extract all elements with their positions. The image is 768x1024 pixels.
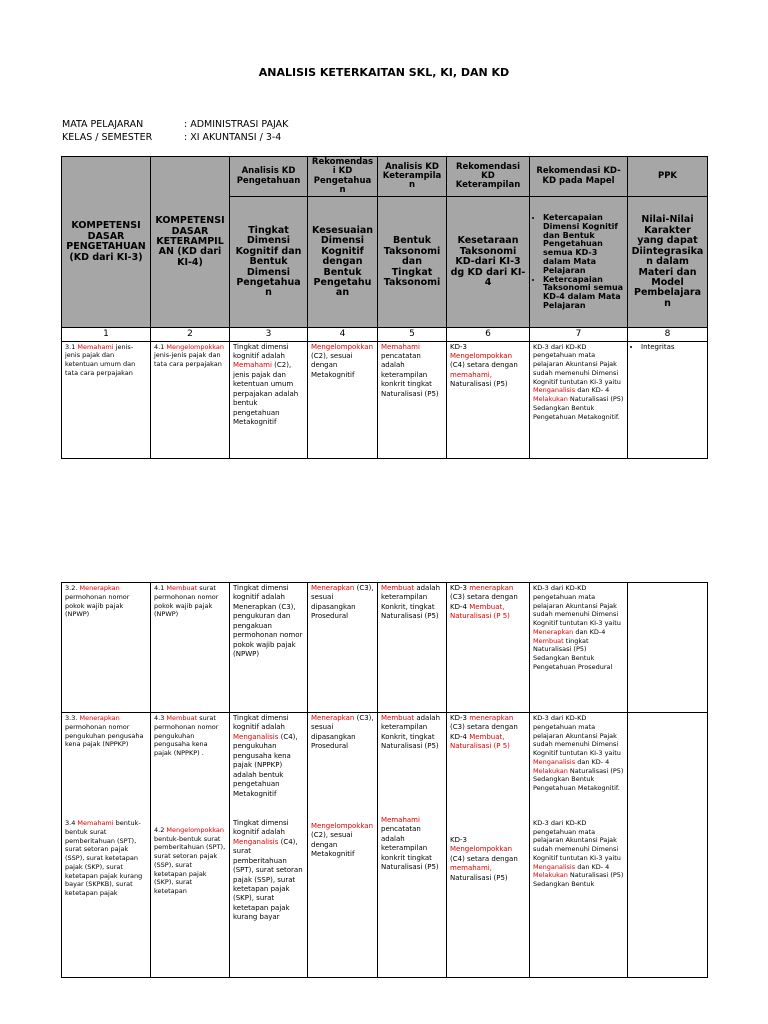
cell-tingkat xyxy=(230,713,308,978)
cell-kesetaraan xyxy=(447,341,530,458)
highlight-verb: Menganalisis xyxy=(533,862,576,871)
cell-rekomendasi xyxy=(530,583,628,713)
cell-text: bentuk-bentuk surat pemberitahuan (SPT), surat setoran pajak (SSP), surat ketetapan pajak (SKP), surat ketetapan xyxy=(154,834,226,896)
table-row xyxy=(62,713,708,978)
cell-rekomendasi-text-b xyxy=(533,819,624,889)
page-title: ANALISIS KETERKAITAN SKL, KI, DAN KD xyxy=(258,66,510,79)
highlight-verb: Mengelompokkan xyxy=(166,825,224,834)
highlight-verb: Membuat xyxy=(381,714,415,722)
highlight-verb: Menganalisis xyxy=(233,732,279,741)
cell-rekomendasi xyxy=(530,341,628,458)
highlight-verb: menerapkan xyxy=(469,714,514,722)
cell-kd3-text xyxy=(65,714,147,749)
highlight-verb: Mengelompokkan xyxy=(311,821,374,830)
header-analisis-kd-pengetahuan: Analisis KD Pengetahuan xyxy=(230,157,308,197)
col-number: 2 xyxy=(151,328,230,341)
header-ppk: PPK xyxy=(628,157,708,197)
highlight-verb: Menerapkan xyxy=(311,584,355,592)
cell-tingkat xyxy=(230,341,308,458)
cell-taksonomi-text xyxy=(381,714,443,752)
cell-text: Naturalisasi (P5) xyxy=(450,380,508,389)
highlight-verb: Menganalisis xyxy=(533,757,576,766)
cell-text: permohonan nomor pengukuhan pengusaha kena pajak (NPPKP) xyxy=(65,722,144,749)
cell-text: (C4), pengukuhan pengusaha kena pajak (NPPKP) adalah bentuk pengetahuan Metakognitif xyxy=(233,732,298,798)
highlight-verb: Membuat xyxy=(166,584,198,592)
header-kd-pengetahuan: KOMPETENSI DASAR PENGETAHUAN (KD dari KI-3) xyxy=(62,157,151,328)
highlight-verb: Mengelompokkan xyxy=(450,845,513,854)
cell-ppk xyxy=(628,341,708,458)
cell-text: permohonan nomor pokok wajib pajak (NPWP) xyxy=(65,592,130,619)
cell-text: (C3), sesuai dipasangkan Prosedural xyxy=(311,714,374,751)
header-nilai-karakter: Nilai-Nilai Karakter yang dapat Diintegrasikan dalam Materi dan Model Pembelajaran xyxy=(628,197,708,328)
cell-kesesuaian xyxy=(308,583,378,713)
cell-taksonomi xyxy=(378,341,447,458)
cell-text: Tingkat dimensi kognitif adalah xyxy=(233,342,289,360)
highlight-verb: Menerapkan xyxy=(79,584,120,592)
cell-text: (C4) setara dengan xyxy=(450,854,518,863)
cell-kd3-text-b xyxy=(65,819,147,898)
col-number: 3 xyxy=(230,328,308,341)
highlight-verb: Memahami xyxy=(77,342,114,351)
table-row xyxy=(62,341,708,458)
cell-text: (C3) setara dengan KD-4 xyxy=(450,723,518,741)
cell-text: jenis-jenis pajak dan tata cara perpajakan xyxy=(154,351,222,369)
col-number: 6 xyxy=(447,328,530,341)
highlight-verb: Membuat, xyxy=(469,732,505,741)
cell-text: bentuk-bentuk surat pemberitahuan (SPT), surat setoran pajak (SSP), surat ketetapan pajak (SKP), surat ketetapan pajak kurang bayar (SKPKB), surat ketetapan pajak xyxy=(65,819,143,898)
cell-text: KD-3 dari KD-KD pengetahuan mata pelajaran Akuntansi Pajak sudah memenuhi Dimensi Kognitif tuntutan KI-3 yaitu xyxy=(533,818,621,862)
header-kesesuaian: Kesesuaian Dimensi Kognitif dengan Bentuk Pengetahuan xyxy=(308,197,378,328)
highlight-verb: Mengelompokkan xyxy=(450,351,513,360)
cell-text: (C4), surat pemberitahuan (SPT), surat setoran pajak (SSP), surat ketetapan pajak (SKP), surat ketetapan pajak kurang bayar xyxy=(233,837,303,922)
highlight-verb: Menerapkan xyxy=(311,714,355,722)
meta-class xyxy=(62,132,281,143)
cell-kd3 xyxy=(62,583,151,713)
cell-text: pencatatan adalah keterampilan konkrit tingkat Naturalisasi (P5) xyxy=(381,825,439,871)
cell-text: (C3) setara dengan KD-4 xyxy=(450,593,518,611)
cell-text: KD-3 dari KD-KD pengetahuan mata pelajaran Akuntansi Pajak sudah memenuhi Dimensi Kognitif tuntutan KI-3 yaitu xyxy=(533,584,621,628)
cell-text: KD-3 xyxy=(450,342,467,351)
cell-kesetaraan xyxy=(447,713,530,978)
highlight-verb: Membuat xyxy=(381,584,415,592)
cell-rekomendasi-text xyxy=(533,714,624,793)
cell-kd4 xyxy=(151,341,230,458)
highlight-verb: Menerapkan xyxy=(533,627,574,636)
cell-text: KD-3 dari KD-KD pengetahuan mata pelajaran Akuntansi Pajak sudah memenuhi Dimensi Kognitif tuntutan KI-3 yaitu xyxy=(533,714,621,758)
cell-kesesuaian xyxy=(308,341,378,458)
header-ketercapaian xyxy=(530,197,628,328)
cell-text: 3.1 xyxy=(65,342,78,351)
cell-kd3 xyxy=(62,713,151,978)
highlight-verb: Menerapkan xyxy=(79,714,120,722)
cell-kesesuaian-text xyxy=(311,714,374,752)
cell-text: tingkat Naturalisasi (P5) Sedangkan Bentuk Pengetahuan Prosedural xyxy=(533,636,613,671)
highlight-verb: Menganalisis xyxy=(233,837,279,846)
header-analisis-kd-keterampilan: Analisis KD Keterampilan xyxy=(378,157,447,197)
ppk-item: • Integritas xyxy=(641,343,704,352)
meta-value: : ADMINISTRASI PAJAK xyxy=(184,119,289,130)
cell-text: adalah keterampilan Konkrit, tingkat Naturalisasi (P5) xyxy=(381,714,441,751)
cell-kesetaraan xyxy=(447,583,530,713)
highlight-verb: Memahami xyxy=(233,361,272,370)
cell-tingkat xyxy=(230,583,308,713)
meta-label: KELAS / SEMESTER xyxy=(62,132,153,143)
cell-text: dan KD- 4 xyxy=(575,386,610,395)
analysis-table-2 xyxy=(61,582,708,978)
cell-text: 3.3. xyxy=(65,714,80,722)
analysis-table-1 xyxy=(61,156,708,459)
highlight-verb: Memahami xyxy=(77,819,114,828)
cell-text: adalah keterampilan Konkrit, tingkat Naturalisasi (P5) xyxy=(381,584,441,621)
cell-text: KD-3 xyxy=(450,584,470,592)
cell-text: jenis-jenis pajak dan ketentuan umum dan tata cara perpajakan xyxy=(65,342,136,377)
cell-text: KD-3 xyxy=(450,835,467,844)
header-bentuk-taksonomi: Bentuk Taksonomi dan Tingkat Taksonomi xyxy=(378,197,447,328)
highlight-verb: Membuat, xyxy=(469,602,505,611)
cell-kesesuaian xyxy=(308,713,378,978)
cell-text: KD-3 dari KD-KD pengetahuan mata pelajaran Akuntansi Pajak sudah memenuhi Dimensi Kognitif tuntutan KI-3 yaitu xyxy=(533,342,621,386)
header-kesetaraan: Kesetaraan Taksonomi KD-dari KI-3 dg KD dari KI-4 xyxy=(447,197,530,328)
col-number: 8 xyxy=(628,328,708,341)
meta-label: MATA PELAJARAN xyxy=(62,119,144,130)
cell-text: 4.1 xyxy=(154,584,167,592)
col-number: 5 xyxy=(378,328,447,341)
cell-text: surat permohonan nomor pokok wajib pajak (NPWP) xyxy=(154,584,219,619)
cell-text: Naturalisasi (P5) Sedangkan Bentuk Pengetahuan Metakognitif. xyxy=(533,766,624,793)
cell-text: Tingkat dimensi kognitif adalah xyxy=(233,818,289,837)
header-rekomendasi-kd-keterampilan: Rekomendasi KD Keterampilan xyxy=(447,157,530,197)
meta-subject xyxy=(62,119,288,130)
cell-text: Naturalisasi (P5) xyxy=(450,873,508,882)
cell-text: (C2), sesuai dengan Metakognitif xyxy=(311,831,355,859)
col-number: 4 xyxy=(308,328,378,341)
header-kd-keterampilan: KOMPETENSI DASAR KETERAMPILAN (KD dari KI-4) xyxy=(151,157,230,328)
cell-kesetaraan-text xyxy=(450,714,526,752)
header-rekomendasi-kd-pengetahuan: Rekomendasi KD Pengetahuan xyxy=(308,157,378,197)
cell-text: dan KD-4 xyxy=(573,627,606,636)
header-list-item: • Ketercapaian Dimensi Kognitif dan Bentuk Pengetahuan semua KD-3 dalam Mata Pelajaran xyxy=(543,214,624,276)
highlight-verb: memahami, xyxy=(450,864,492,873)
highlight-verb: Melakukan xyxy=(533,766,568,775)
cell-text: (C2), sesuai dengan Metakognitif xyxy=(311,351,355,379)
cell-ppk xyxy=(628,713,708,978)
cell-text: 4.1 xyxy=(154,342,167,351)
cell-kd4 xyxy=(151,713,230,978)
cell-taksonomi xyxy=(378,583,447,713)
cell-text: 3.2. xyxy=(65,584,80,592)
cell-text: surat permohonan nomor pengukuhan pengusaha kena pajak (NPPKP) . xyxy=(154,714,219,758)
cell-taksonomi-text-b xyxy=(381,816,443,873)
highlight-verb: Mengelompokkan xyxy=(166,342,224,351)
cell-text: Tingkat dimensi kognitif adalah Menerapkan (C3), pengukuran dan pengakuan permohonan nomor pokok wajib pajak (NPWP) xyxy=(233,584,303,659)
cell-kd4-text xyxy=(154,714,226,758)
column-number-row xyxy=(62,328,708,341)
highlight-verb: Naturalisasi (P 5) xyxy=(450,742,510,751)
table-row xyxy=(62,583,708,713)
cell-kd3 xyxy=(62,341,151,458)
cell-kesetaraan-text-b xyxy=(450,836,526,883)
cell-text: Naturalisasi (P5) Sedangkan Bentuk xyxy=(533,871,624,889)
cell-text: (C2), jenis pajak dan ketentuan umum perpajakan adalah bentuk pengetahuan Metakognitif xyxy=(233,361,299,427)
cell-text: 4.2 xyxy=(154,825,167,834)
cell-text: (C4) setara dengan xyxy=(450,361,518,370)
cell-text: 4.3 xyxy=(154,714,167,722)
highlight-verb: Memahami xyxy=(381,342,420,351)
cell-text: (C3), sesuai dipasangkan Prosedural xyxy=(311,584,374,621)
highlight-verb: Membuat xyxy=(533,636,564,645)
cell-text: dan KD- 4 xyxy=(575,757,610,766)
cell-taksonomi xyxy=(378,713,447,978)
highlight-verb: memahami, xyxy=(450,370,492,379)
cell-kesesuaian-text-b xyxy=(311,822,374,860)
highlight-verb: Melakukan xyxy=(533,871,568,880)
highlight-verb: Melakukan xyxy=(533,395,568,404)
cell-tingkat-text xyxy=(233,714,304,799)
cell-text: KD-3 xyxy=(450,714,470,722)
col-number: 7 xyxy=(530,328,628,341)
cell-tingkat-text-b xyxy=(233,819,304,923)
meta-value: : XI AKUNTANSI / 3-4 xyxy=(184,132,282,143)
highlight-verb: Membuat xyxy=(166,714,198,722)
cell-rekomendasi xyxy=(530,713,628,978)
highlight-verb: menerapkan xyxy=(469,584,514,592)
cell-text: dan KD- 4 xyxy=(575,862,610,871)
highlight-verb: Naturalisasi (P 5) xyxy=(450,612,510,621)
cell-kd4 xyxy=(151,583,230,713)
cell-kd4-text-b xyxy=(154,826,226,896)
highlight-verb: Mengelompokkan xyxy=(311,342,374,351)
header-tingkat-dimensi: Tingkat Dimensi Kognitif dan Bentuk Dimensi Pengetahuan xyxy=(230,197,308,328)
cell-text: Tingkat dimensi kognitif adalah xyxy=(233,714,289,732)
header-list-item: • Ketercapaian Taksonomi semua KD-4 dalam Mata Pelajaran xyxy=(543,276,624,311)
highlight-verb: Menganalisis xyxy=(533,386,576,395)
cell-ppk xyxy=(628,583,708,713)
col-number: 1 xyxy=(62,328,151,341)
cell-text: 3.4 xyxy=(65,819,78,828)
cell-text: Naturalisasi (P5) Sedangkan Bentuk Pengetahuan Metakognitif. xyxy=(533,395,624,421)
highlight-verb: Memahami xyxy=(381,815,420,824)
header-rekomendasi-mapel: Rekomendasi KD-KD pada Mapel xyxy=(530,157,628,197)
cell-text: pencatatan adalah keterampilan konkrit tingkat Naturalisasi (P5) xyxy=(381,351,439,398)
